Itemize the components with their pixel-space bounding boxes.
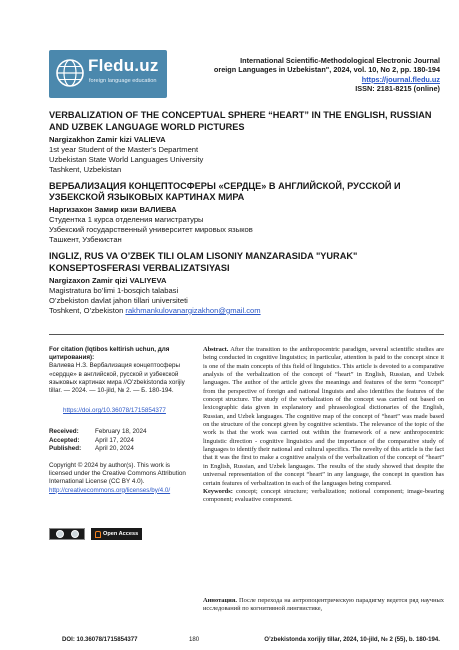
page-footer	[0, 636, 459, 648]
open-lock-icon	[95, 531, 101, 538]
title-en: VERBALIZATION OF THE CONCEPTUAL SPHERE “HEART” IN THE ENGLISH, RUSSIAN AND UZBEK LANGUAGE WORLD PICTURES	[49, 110, 432, 132]
affiliation-ru-3: Ташкент, Узбекистан	[49, 235, 122, 245]
page-header	[0, 50, 459, 100]
copyright-notice	[49, 462, 194, 495]
affiliation-ru-1: Студентка 1 курса отделения магистратуры	[49, 215, 204, 225]
accepted-label: Accepted:	[49, 436, 80, 444]
doi-link[interactable]: https://doi.org/10.36078/1715854377	[63, 407, 166, 415]
journal-logo[interactable]	[49, 50, 167, 98]
author-en: Nargizakhon Zamir kizi VALIEVA	[49, 134, 166, 144]
page-number: 180	[189, 636, 200, 643]
journal-info	[200, 56, 440, 94]
published-row	[49, 445, 194, 453]
published-label: Published:	[49, 444, 82, 452]
author-uz: Nargizaxon Zamir qizi VALIYEVA	[49, 275, 167, 285]
logo-tagline: foreign language education	[89, 78, 157, 84]
title-block-en	[49, 110, 444, 175]
license-badges	[49, 528, 142, 540]
open-access-badge[interactable]	[91, 528, 142, 540]
affiliation-en-2: Uzbekistan State World Languages University	[49, 154, 204, 164]
title-uz: INGLIZ, RUS VA O’ZBEK TILI OLAM LISONIY MANZARASIDA "YURAK" KONSEPTOSFERASI VERBALIZATSIYASI	[49, 251, 358, 273]
article-sidebar	[49, 346, 194, 537]
article-dates	[49, 428, 194, 453]
issn: ISSN: 2181-8215 (online)	[355, 84, 440, 94]
license-link[interactable]: http://creativecommons.org/licenses/by/4.0/	[49, 486, 171, 494]
journal-line1: International Scientific-Methodological Electronic Journal	[240, 56, 440, 65]
affiliation-uz-3	[49, 306, 444, 316]
title-block-uz	[49, 251, 444, 316]
journal-line2: oreign Languages in Uzbekistan", 2024, vol. 10, No 2, pp. 180-194	[213, 65, 440, 75]
journal-url-link[interactable]: https://journal.fledu.uz	[361, 74, 440, 84]
accepted-date: April 17, 2024	[95, 436, 134, 444]
annotation-ru	[203, 597, 444, 614]
title-ru: ВЕРБАЛИЗАЦИЯ КОНЦЕПТОСФЕРЫ «СЕРДЦЕ» В АНГЛИЙСКОЙ, РУССКОЙ И УЗБЕКСКОЙ ЯЗЫКОВЫХ КАРТИНАХ МИРА	[49, 180, 401, 203]
affiliation-en-3: Tashkent, Uzbekistan	[49, 164, 122, 174]
logo-name: Fledu.uz	[88, 56, 159, 75]
keywords-text: concept; concept structure; verbalization; notional component; image-bearing component; evaluative component.	[203, 487, 444, 504]
accepted-row	[49, 437, 194, 445]
author-email-link[interactable]: rakhmankulovanargizakhon@gmail.com	[125, 305, 261, 315]
annotation-label: Аннотация.	[203, 597, 237, 604]
footer-journal: O’zbekistonda xorijiy tillar, 2024, 10-jild, № 2 (55), b. 180-194.	[264, 636, 440, 643]
abstract-text: After the transition to the anthropocentric paradigm, several scientific studies are being conducted in cognitive linguistics; in particular, attention is paid to the concept since it is one of the main concepts of this field of linguistics. This article is devoted to a comparative analysis of the verbalization of the concept of “heart” in English, Russian, and Uzbek languages. The author of the article gives the meanings and features of the term “concept” from the perspective of foreign and national linguists and also identifies the features of the concept structure. The study of the verbalization of the concept was carried out based on lexicographic data given in explanatory and phraseological dictionaries of the English, Russian, and Uzbek languages. The cognitive map of the concept of “heart” was made based on the structure of the concept given by cognitive scientists. The relevance of the topic of the work is that the work was carried out within the framework of a new anthropocentric linguistic direction - cognitive linguistics and the importance of the comparative study of languages to identify their national and cultural specifics. The novelty of this article is the fact that it was the first to make a cognitive analysis of the verbalization of the concept of “heart” in English, Russian, and Uzbek languages. The results of the study showed that despite the universal representation of the concept “heart” in any language, the concept in question has certain features of verbalization in each of the languages being compared.	[203, 346, 444, 487]
affiliation-uz-2: O’zbekiston davlat jahon tillari universiteti	[49, 295, 188, 305]
title-block-ru	[49, 181, 444, 246]
abstract	[203, 346, 444, 505]
cc-by-badge-icon[interactable]	[49, 528, 85, 540]
affiliation-uz-1: Magistratura bo’limi 1-bosqich talabasi	[49, 285, 179, 295]
affiliation-uz-city: Toshkent, O’zbekiston	[49, 305, 124, 315]
open-access-label: Open Access	[103, 531, 139, 537]
keywords-label: Keywords:	[203, 487, 233, 495]
published-date: April 20, 2024	[95, 444, 134, 452]
abstract-label: Abstract.	[203, 346, 229, 353]
footer-doi: DOI: 10.36078/1715854377	[62, 636, 138, 643]
annotation-text: После перехода на антропоцентрическую парадигму ведется ряд научных исследований по когнитивной лингвистике,	[203, 597, 444, 613]
globe-icon	[55, 58, 85, 88]
affiliation-ru-2: Узбекский государственный университет мировых языков	[49, 225, 253, 235]
received-label: Received:	[49, 428, 79, 436]
section-divider	[49, 334, 444, 335]
affiliation-en-1: 1st year Student of the Master’s Department	[49, 144, 199, 154]
received-date: February 18, 2024	[95, 428, 147, 436]
citation-text: Валиева Н.З. Вербализация концептосферы «сердце» в английской, русской и узбекской языковых картинах мира //O’zbekistonda xorijiy tillar. — 2024. — 10-jild, № 2. — Б. 180-194.	[49, 362, 185, 395]
received-row	[49, 428, 194, 436]
copyright-text: Copyright © 2024 by author(s). This work is licensed under the Creative Commons Attribution International License (CC BY 4.0).	[49, 462, 186, 486]
title-blocks	[49, 110, 444, 322]
author-ru: Наргизахон Замир кизи ВАЛИЕВА	[49, 205, 177, 215]
citation-heading: For citation (Iqtibos keltirish uchun, для цитирования):	[49, 346, 170, 362]
